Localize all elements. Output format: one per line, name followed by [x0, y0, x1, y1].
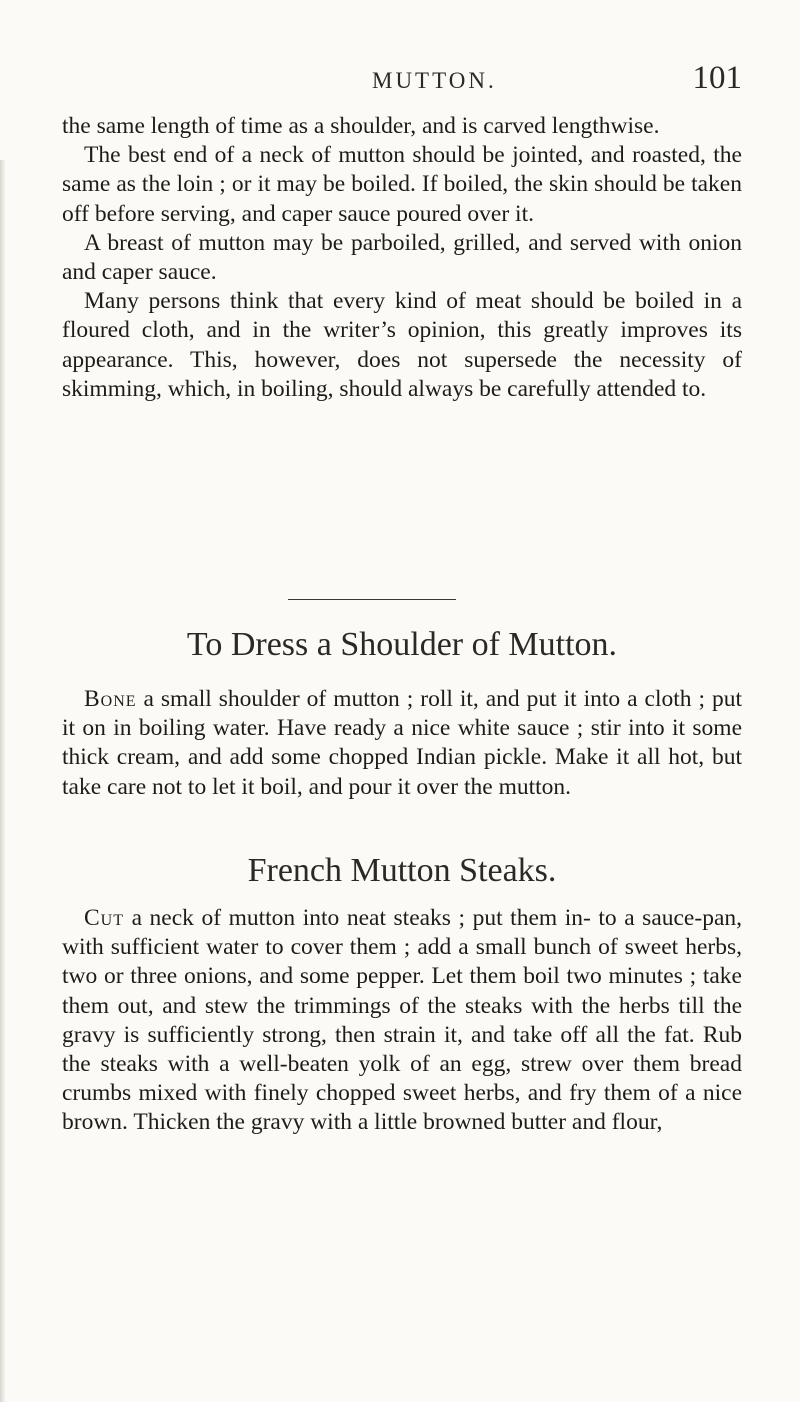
intro-paragraph: The best end of a neck of mutton should be jointed, and roasted, the same as the loin ; or it may be boiled. If boiled, the skin should be taken off before serving, and caper sauce poured over it. [62, 142, 742, 227]
intro-paragraph: A breast of mutton may be parboiled, grilled, and served with onion and caper sauce. [62, 229, 742, 286]
intro-paragraph: the same length of time as a shoulder, and is carved lengthwise. [62, 113, 660, 139]
intro-paragraph: Many persons think that every kind of meat should be boiled in a floured cloth, and in the writer’s opinion, this greatly improves its appearance. This, however, does not supersede the necessity of skimming, which, in boiling, should always be carefully attended to. [62, 288, 742, 402]
recipe-lead-word: Bone [84, 686, 137, 712]
page-number: 101 [692, 60, 742, 96]
recipe-text: a small shoulder of mutton ; roll it, and put it into a cloth ; put it on in boiling water. Have ready a nice white sauce ; stir into it some thick cream, and add some chopped Indian pickle. Make it all hot, but take care not to let it boil, and pour it over the mutton. [62, 686, 742, 800]
intro-text [62, 112, 742, 404]
recipe-body [62, 685, 742, 802]
running-title: MUTTON. [372, 68, 497, 93]
recipe-heading: To Dress a Shoulder of Mutton. [186, 626, 618, 663]
page-edge-shadow [0, 160, 6, 1402]
section-divider-rule [288, 599, 456, 600]
recipe-lead-word: Cut [84, 905, 125, 931]
recipe-heading: French Mutton Steaks. [247, 852, 557, 889]
recipe-paragraph [62, 904, 742, 1138]
recipe-paragraph [62, 685, 742, 802]
recipe-text: a neck of mutton into neat steaks ; put them in- to a sauce-pan, with sufficient water to cover them ; add a small bunch of sweet herbs, two or three onions, and some pepper. Let them boil two minutes ; take them out, and stew the trimmings of the steaks with the herbs till the gravy is sufficiently strong, then strain it, and take off all the fat. Rub the steaks with a well-beaten yolk of an egg, strew over them bread crumbs mixed with finely chopped sweet herbs, and fry them of a nice brown. Thicken the gravy with a little browned butter and flour, [62, 905, 742, 1136]
running-head [62, 60, 742, 100]
recipe-body [62, 904, 742, 1138]
